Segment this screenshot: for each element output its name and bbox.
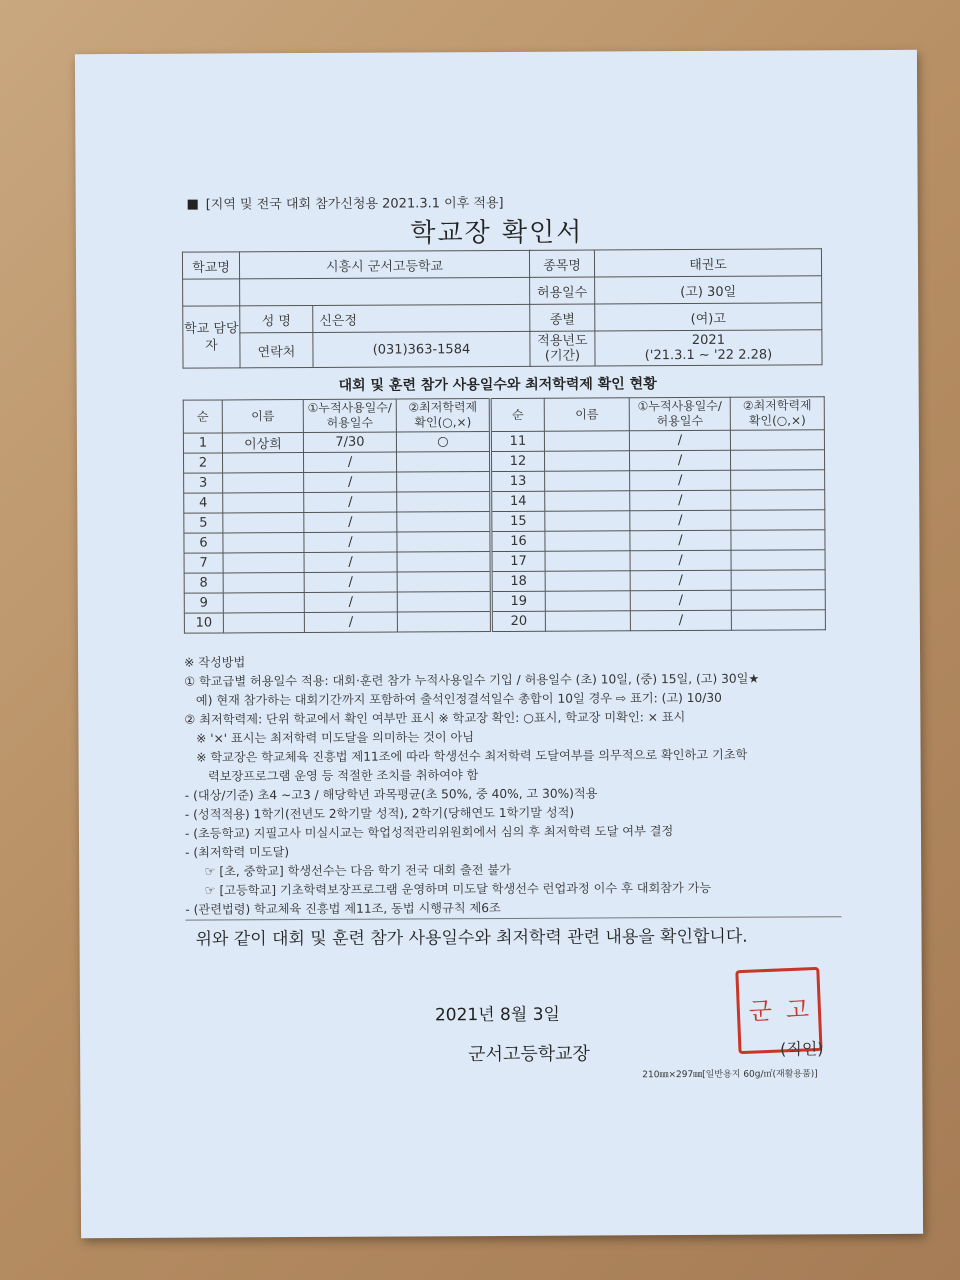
seal-char: 군 [748,996,773,1026]
note-line: ※ 작성방법 [184,655,246,670]
table-row [184,610,825,633]
row-days: / [304,592,397,612]
row-min-right [731,570,825,590]
school-label: 학교명 [182,252,239,279]
row-name-right [544,431,629,451]
row-no-right: 16 [491,531,545,551]
row-days: / [304,512,397,532]
note-line: - (초등학교) 지필고사 미실시교는 학업성적관리위원회에서 심의 후 최저학력 도달 여부 결정 [184,824,674,841]
year-label-line2: (기간) [544,348,581,364]
row-name: 이상희 [222,433,303,453]
header-text: [지역 및 전국 대회 참가신청용 2021.3.1 이후 적용] [205,195,504,213]
row-name-right [545,511,630,531]
col-min-line1: ②최저학력제 [408,400,478,415]
note-line: - (대상/기준) 초4 ~고3 / 해당학년 과목평균(초 50%, 중 40%, 고 30%)적용 [184,786,598,803]
manager-label: 학교 담당자 [183,306,240,368]
row-days: / [304,492,397,512]
document-paper [75,50,923,1238]
col-days-line2: 허용일수 [326,415,374,430]
row-no: 6 [184,533,223,553]
row-name [223,533,304,553]
col-no-left: 순 [183,400,222,433]
row-name-right [545,531,630,551]
row-min-right [730,450,824,470]
col-min-left [396,399,490,432]
row-no-right: 18 [491,571,545,591]
note-line: ☞ [고등학교] 기초학력보장프로그램 운영하며 미도달 학생선수 런업과정 이수 후 대회참가 가능 [185,880,712,898]
note-line: 력보장프로그램 운영 등 적절한 조치를 취하여야 함 [184,768,479,784]
row-name-right [544,451,629,471]
row-days-right: / [630,530,731,551]
note-line: - (성적적용) 1학기(전년도 2학기말 성적), 2학기(당해연도 1학기말 성적) [184,805,575,822]
athlete-table [183,396,826,633]
row-no: 7 [184,553,223,573]
row-no: 5 [184,513,223,533]
row-days: / [303,452,396,472]
row-min [397,472,491,492]
row-days: / [304,612,397,632]
row-no-right: 13 [491,471,545,491]
col-days-r-line1: ①누적사용일수/ [637,398,722,414]
category-label: 종별 [530,304,595,331]
note-line: 예) 현재 참가하는 대회기간까지 포함하여 출석인정결석일수 총합이 10일 경우 ⇨ 표기: (고) 10/30 [184,690,722,708]
row-days-right: / [630,490,731,511]
row-min [397,512,491,532]
row-days-right: / [630,610,731,631]
row-days-right: / [630,550,731,571]
table-subtitle: 대회 및 훈련 참가 사용일수와 최저학력제 확인 현황 [338,376,657,394]
row-min [397,492,491,512]
row-min-right [731,610,825,630]
row-name [223,513,304,533]
note-line: ※ 학교장은 학교체육 진흥법 제11조에 따라 학생선수 최저학력 도달여부를 의무적으로 확인하고 기초학 [184,747,748,765]
row-days-right: / [630,510,731,531]
row-name [223,473,304,493]
row-days-right: / [630,590,731,611]
row-days-right: / [630,470,731,491]
col-days-right [629,397,730,431]
row-min-right [731,490,825,510]
row-name [223,573,304,593]
col-name-left: 이름 [222,400,303,433]
row-no-right: 17 [491,551,545,571]
row-no-right: 15 [491,511,545,531]
row-no: 10 [184,613,223,633]
name-value: 신은정 [313,304,530,332]
row-no: 4 [184,493,223,513]
row-min-right [730,430,824,450]
name-label: 성 명 [240,305,313,332]
row-days: / [304,572,397,592]
row-name [223,613,304,633]
note-line: ② 최저학력제: 단위 학교에서 확인 여부만 표시 ※ 학교장 확인: ○표시, 학교장 미확인: × 표시 [184,710,686,727]
row-no-right: 14 [491,491,545,511]
square-bullet-icon [188,200,198,210]
col-min-r-line2: 확인(○,×) [748,413,806,428]
row-min [397,552,491,572]
row-name-right [545,491,630,511]
seal-char: 고 [785,995,810,1025]
contact-value: (031)363-1584 [313,331,530,367]
document-header [188,192,504,213]
year-value-line1: 2021 [691,332,725,348]
row-min [397,572,491,592]
row-days: / [304,532,397,552]
year-label [530,331,595,366]
row-name [223,593,304,613]
contact-label: 연락처 [240,332,313,367]
row-no-right: 12 [490,451,544,471]
note-line: ① 학교급별 허용일수 적용: 대회·훈련 참가 누적사용일수 기입 / 허용일수 (초) 10일, (중) 15일, (고) 30일★ [184,671,760,689]
row-min-right [731,510,825,530]
row-name [223,493,304,513]
year-label-line1: 적용년도 [537,333,588,349]
sport-label: 종목명 [529,250,594,277]
row-no: 2 [183,453,222,473]
school-value-cont [240,277,530,306]
row-no: 1 [183,433,222,453]
row-min [397,612,491,632]
info-table [182,248,823,368]
days-label: 허용일수 [530,277,595,304]
row-name-right [545,471,630,491]
col-days-line1: ①누적사용일수/ [307,400,392,415]
note-line: ※ '×' 표시는 최저학력 미도달을 의미하는 것이 아님 [184,730,475,746]
row-no-right: 20 [491,611,545,631]
sport-value: 태권도 [594,249,821,277]
school-label-cont [183,279,240,306]
row-no: 3 [184,473,223,493]
row-days: / [304,472,397,492]
row-no: 9 [184,593,223,613]
col-no-right: 순 [490,398,544,431]
note-line: - (관련법령) 학교체육 진흥법 제11조, 동법 시행규칙 제6조 [185,900,501,917]
days-value: (고) 30일 [595,276,822,304]
signer-title: 군서고등학교장 [468,1043,590,1066]
row-days-right: / [629,450,730,471]
document-title: 학교장 확인서 [410,217,584,249]
school-value: 시흥시 군서고등학교 [239,250,529,279]
row-days-right: / [629,430,730,451]
note-line: ☞ [초, 중학교] 학생선수는 다음 학기 전국 대회 출전 불가 [185,862,512,879]
col-min-right [730,397,824,430]
row-name-right [545,591,630,611]
row-min: ○ [396,432,490,452]
note-line: - (최저학력 미도달) [185,845,290,860]
row-no-right: 19 [491,591,545,611]
col-min-r-line1: ②최저학력제 [742,398,812,413]
table-header-row [183,397,824,433]
row-min-right [731,530,825,550]
row-days-right: / [630,570,731,591]
row-name-right [545,551,630,571]
confirmation-text: 위와 같이 대회 및 훈련 참가 사용일수와 최저학력 관련 내용을 확인합니다. [195,926,748,950]
row-no: 8 [184,573,223,593]
year-value-line2: ('21.3.1 ~ '22 2.28) [644,347,773,364]
seal-label: (직인) [780,1039,824,1059]
row-name [223,553,304,573]
row-min [397,592,491,612]
row-name-right [545,571,630,591]
col-name-right: 이름 [544,398,629,431]
category-value: (여)고 [595,303,822,331]
row-min-right [731,590,825,610]
row-min-right [731,550,825,570]
year-value [595,330,822,366]
row-days: / [304,552,397,572]
col-min-line2: 확인(○,×) [414,415,472,430]
row-no-right: 11 [490,431,544,451]
col-days-left [303,399,396,432]
row-min-right [731,470,825,490]
instructions [184,650,845,919]
issue-date: 2021년 8월 3일 [434,1004,560,1026]
row-days: 7/30 [303,432,396,452]
row-min [396,452,490,472]
row-name [222,453,303,473]
col-days-r-line2: 허용일수 [656,413,704,429]
row-min [397,532,491,552]
row-name-right [545,611,630,631]
paper-spec-footer: 210㎜×297㎜[일반용지 60g/㎡(재활용품)] [642,1069,818,1081]
